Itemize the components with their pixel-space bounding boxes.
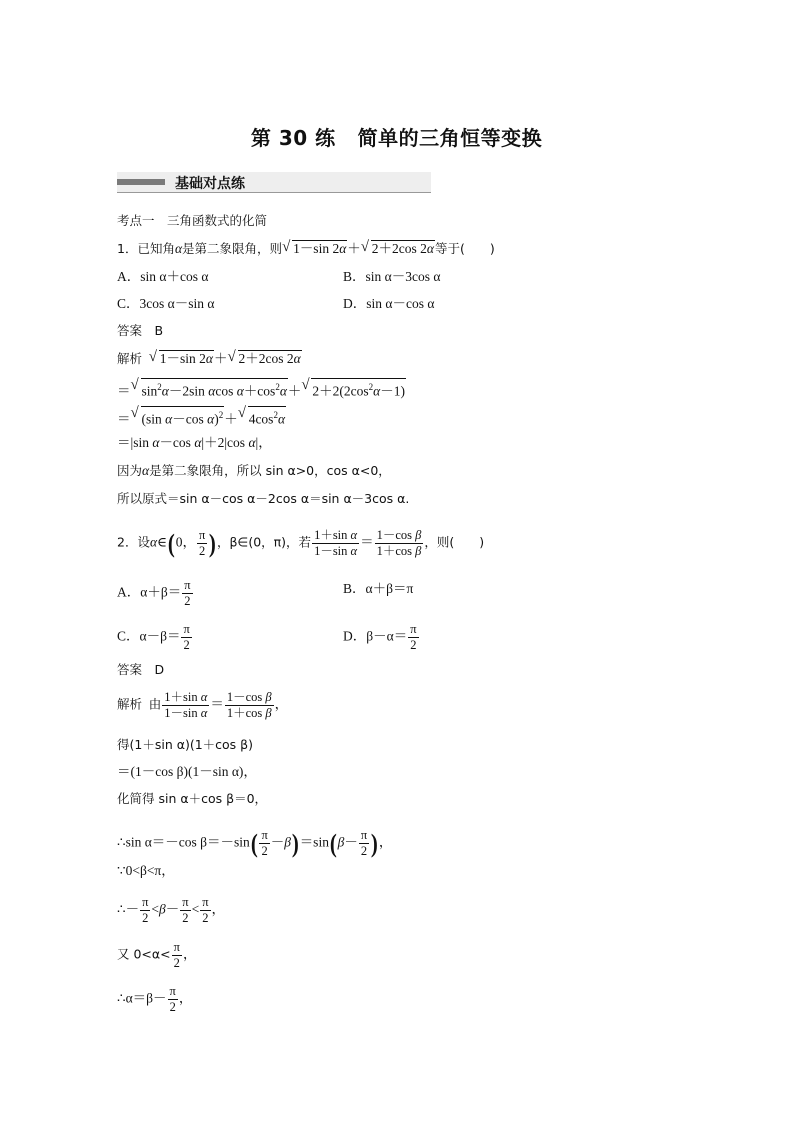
q2-analysis-line7: ∴－ $\frac{\pi}{2}$ <β－ $\frac{\pi}{2}$ < $\frac{\pi}{2}$ ， [117, 895, 226, 925]
q2-analysis-line1: 解析 由 $\frac{\text{1＋sin α}}{\text{1－sin α}}$ ＝ $\frac{\text{1－cos β}}{\text{1＋cos β}}$ ， [117, 690, 289, 720]
question-1: 1．已知角α是第二象限角，则√ 1－sin 2α＋√ 2＋2cos 2α等于( ) [117, 240, 495, 258]
section-stripe [117, 179, 165, 185]
title-name: 简单的三角恒等变换 [357, 126, 543, 150]
q1-option-d: D．sin α－cos α [343, 296, 435, 311]
q1-option-a: A．sin α＋cos α [117, 269, 209, 284]
q2-analysis-line8: 又 0<α< $\frac{\pi}{2}$ ， [117, 940, 197, 970]
question-2: 2．设α∈(0， $\frac{\pi}{2}$ )，β∈(0，π)，若 $\frac{\text{1＋sin α}}{\text{1－sin α}}$ ＝ $\frac{\text{1－cos β}}{\text{1＋cos β}}$ ，则( ) [117, 528, 485, 558]
q2-analysis-line5: ∴sin α＝－cos β＝－sin( $\frac{\pi}{2}$ －β)＝sin(β－ $\frac{\pi}{2}$ )， [117, 828, 393, 858]
q2-answer: 答案 D [117, 662, 165, 677]
q1-answer: 答案 B [117, 323, 164, 338]
q1-analysis-line6: 所以原式＝sin α－cos α－2cos α＝sin α－3cos α. [117, 491, 410, 506]
q2-option-b: B．α＋β＝π [343, 581, 414, 596]
q2-analysis-line6: ∵0<β<π， [117, 863, 175, 878]
page-title [0, 122, 793, 151]
q1-option-c: C．3cos α－sin α [117, 296, 215, 311]
q1-analysis-line2: ＝√ $\sin^2\alpha-2\sin$ αcos $\alpha+\cos^2\alpha+√$ $2+2(2\cos^2\alpha-1)$ [117, 378, 406, 401]
q2-analysis-line2: 得(1＋sin α)(1＋cos β) [117, 737, 254, 752]
topic-heading: 考点一 三角函数式的化简 [117, 213, 268, 228]
q1-analysis-line5: 因为α是第二象限角，所以 sin α>0，cos α<0， [117, 463, 391, 478]
q1-option-b: B．sin α－3cos α [343, 269, 441, 284]
q2-analysis-line3: ＝(1－cos β)(1－sin α)， [117, 764, 257, 779]
title-number: 第 30 练 [250, 126, 336, 150]
q1-analysis-line1: 解析 √ 1－sin 2α＋√ 2＋2cos 2α [117, 350, 302, 368]
q2-analysis-line9: ∴α＝β－ $\frac{\pi}{2}$ ， [117, 984, 193, 1014]
q2-analysis-line4: 化简得 sin α＋cos β＝0， [117, 791, 268, 806]
q2-option-a: A．α＋β＝ $\frac{\pi}{2}$ [117, 578, 191, 608]
q1-analysis-line4: ＝|sin α－cos α|＋2|cos α|， [117, 435, 272, 450]
q2-option-c: C．α－β＝ $\frac{\pi}{2}$ [117, 622, 190, 652]
q1-analysis-line3: ＝√ (sin α－cos α)$^2$＋√ $4\cos^2\alpha$ [117, 406, 286, 429]
section-header [117, 172, 431, 193]
section-label: 基础对点练 [175, 176, 245, 192]
q2-option-d: D．β－α＝ $\frac{\pi}{2}$ [343, 622, 417, 652]
